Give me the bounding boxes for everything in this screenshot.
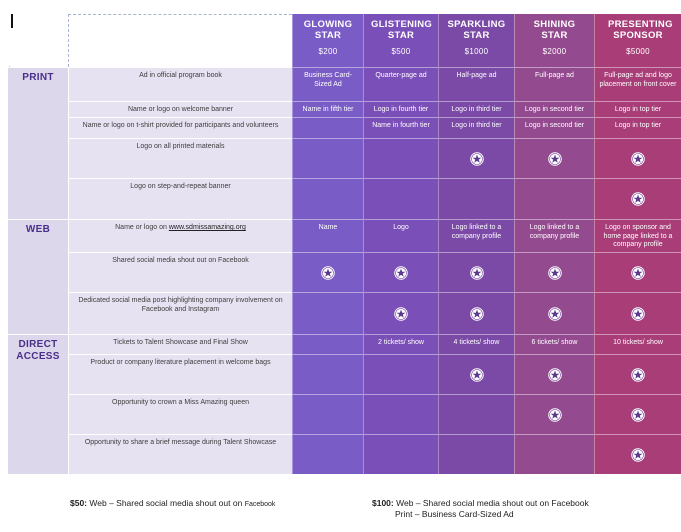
star-circle-icon xyxy=(547,407,562,422)
tier-price: $500 xyxy=(391,47,411,56)
header-empty-cell xyxy=(68,14,292,67)
tier-cell xyxy=(363,292,438,334)
benefit-label: Name or logo on welcome banner xyxy=(68,101,292,117)
tier-cell xyxy=(363,178,438,219)
star-circle-icon xyxy=(631,265,646,280)
tier-price: $200 xyxy=(318,47,338,56)
tier-cell xyxy=(292,354,363,394)
star-circle-icon xyxy=(631,447,646,462)
tier-cell xyxy=(514,138,594,178)
tier-cell xyxy=(514,394,594,434)
tier-cell: 10 tickets/ show xyxy=(594,334,681,354)
benefit-label: Product or company literature placement in welcome bags xyxy=(68,354,292,394)
tier-cell xyxy=(292,252,363,292)
tier-cell xyxy=(363,138,438,178)
tier-cell xyxy=(514,434,594,474)
website-link[interactable]: www.sdmissamazing.org xyxy=(168,224,246,231)
tier-header-5 xyxy=(594,14,681,67)
tier-cell: Logo in fourth tier xyxy=(363,101,438,117)
tier-cell xyxy=(594,178,681,219)
star-circle-icon xyxy=(631,306,646,321)
star-circle-icon xyxy=(321,265,336,280)
tier-name: SPARKLING STAR xyxy=(447,19,506,41)
tier-name: GLOWING STAR xyxy=(303,19,353,41)
footer-50 xyxy=(70,498,275,510)
tier-cell xyxy=(438,434,514,474)
tier-cell xyxy=(594,138,681,178)
tier-cell: Logo in top tier xyxy=(594,117,681,138)
footer-50-amount: $50: xyxy=(70,498,88,508)
footer-50-small: Facebook xyxy=(244,501,276,508)
benefit-label: Opportunity to share a brief message during Talent Showcase xyxy=(68,434,292,474)
star-circle-icon xyxy=(631,367,646,382)
tier-cell: Half-page ad xyxy=(438,67,514,101)
tier-cell xyxy=(594,252,681,292)
star-circle-icon xyxy=(394,306,409,321)
star-circle-icon xyxy=(547,265,562,280)
tier-cell: Full-page ad and logo placement on front cover xyxy=(594,67,681,101)
text-cursor xyxy=(11,14,13,28)
tier-cell xyxy=(292,292,363,334)
tier-header-2 xyxy=(363,14,438,67)
star-circle-icon xyxy=(631,151,646,166)
tier-price: $2000 xyxy=(542,47,567,56)
tier-cell: Logo on sponsor and home page linked to a company profile xyxy=(594,219,681,252)
tier-cell xyxy=(438,292,514,334)
tier-cell: Name in fifth tier xyxy=(292,101,363,117)
benefit-label: Ad in official program book xyxy=(68,67,292,101)
tier-header-3 xyxy=(438,14,514,67)
footer-100-line2: Print – Business Card-Sized Ad xyxy=(395,509,514,519)
tier-cell: Logo in second tier xyxy=(514,117,594,138)
tier-cell xyxy=(594,354,681,394)
star-circle-icon xyxy=(469,151,484,166)
tier-cell xyxy=(438,138,514,178)
tier-cell: 2 tickets/ show xyxy=(363,334,438,354)
footer-100 xyxy=(372,498,589,520)
tier-cell: Name xyxy=(292,219,363,252)
tier-header-1 xyxy=(292,14,363,67)
tier-cell: Logo linked to a company profile xyxy=(438,219,514,252)
benefit-label: Dedicated social media post highlighting company involvement on Facebook and Instagram xyxy=(68,292,292,334)
tier-cell xyxy=(438,252,514,292)
tier-cell xyxy=(292,138,363,178)
section-print: PRINT xyxy=(8,67,68,219)
tier-cell: Logo in second tier xyxy=(514,101,594,117)
tier-cell: 6 tickets/ show xyxy=(514,334,594,354)
tier-cell xyxy=(514,178,594,219)
tier-cell: Logo linked to a company profile xyxy=(514,219,594,252)
tier-cell xyxy=(363,252,438,292)
star-circle-icon xyxy=(631,192,646,207)
tier-cell xyxy=(438,178,514,219)
tier-name: GLISTENING STAR xyxy=(371,19,433,41)
footer-50-text: Web – Shared social media shout out on xyxy=(87,498,245,508)
tier-cell xyxy=(292,334,363,354)
tier-cell: Quarter-page ad xyxy=(363,67,438,101)
tier-cell: Business Card-Sized Ad xyxy=(292,67,363,101)
star-circle-icon xyxy=(469,265,484,280)
star-circle-icon xyxy=(547,306,562,321)
tier-cell xyxy=(514,354,594,394)
star-circle-icon xyxy=(469,306,484,321)
section-web: WEB xyxy=(8,219,68,334)
tier-cell xyxy=(594,394,681,434)
tier-cell: Logo in top tier xyxy=(594,101,681,117)
tier-cell: Name in fourth tier xyxy=(363,117,438,138)
tier-cell xyxy=(438,354,514,394)
tier-cell xyxy=(363,354,438,394)
benefit-label xyxy=(68,219,292,252)
tier-cell xyxy=(292,117,363,138)
star-circle-icon xyxy=(394,265,409,280)
star-circle-icon xyxy=(547,367,562,382)
tier-name: SHINING STAR xyxy=(533,19,576,41)
footer-100-line1: Web – Shared social media shout out on Facebook xyxy=(393,498,589,508)
benefit-label: Tickets to Talent Showcase and Final Show xyxy=(68,334,292,354)
tier-cell xyxy=(292,394,363,434)
star-circle-icon xyxy=(469,367,484,382)
tier-price: $5000 xyxy=(626,47,650,56)
benefit-label: Logo on step-and-repeat banner xyxy=(68,178,292,219)
tier-cell xyxy=(292,434,363,474)
tier-cell: Logo xyxy=(363,219,438,252)
benefit-label: Shared social media shout out on Facebook xyxy=(68,252,292,292)
tier-cell xyxy=(438,394,514,434)
tier-cell xyxy=(594,434,681,474)
tier-cell: 4 tickets/ show xyxy=(438,334,514,354)
tier-cell xyxy=(363,434,438,474)
tier-header-4 xyxy=(514,14,594,67)
section-direct: DIRECT ACCESS xyxy=(8,334,68,474)
benefit-prefix: Name or logo on xyxy=(115,224,169,231)
tier-cell xyxy=(363,394,438,434)
tier-cell: Full-page ad xyxy=(514,67,594,101)
tier-cell xyxy=(594,292,681,334)
tier-cell xyxy=(514,292,594,334)
tier-price: $1000 xyxy=(464,47,489,56)
star-circle-icon xyxy=(547,151,562,166)
tier-name: PRESENTING SPONSOR xyxy=(608,19,673,41)
benefit-label: Name or logo on t-shirt provided for participants and volunteers xyxy=(68,117,292,138)
tier-cell: Logo in third tier xyxy=(438,117,514,138)
benefit-label: Logo on all printed materials xyxy=(68,138,292,178)
benefit-label: Opportunity to crown a Miss Amazing queen xyxy=(68,394,292,434)
tier-cell xyxy=(514,252,594,292)
star-circle-icon xyxy=(631,407,646,422)
tier-cell: Logo in third tier xyxy=(438,101,514,117)
tier-cell xyxy=(292,178,363,219)
footer-100-amount: $100: xyxy=(372,498,394,508)
